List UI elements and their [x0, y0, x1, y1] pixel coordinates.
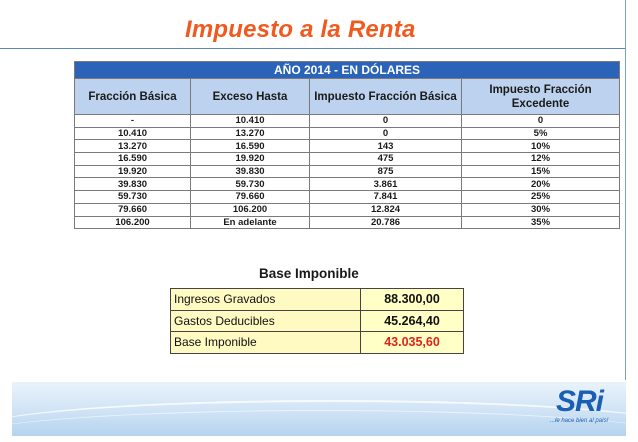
cell-impuesto-fraccion-basica: 20.786	[310, 216, 462, 229]
cell-exceso-hasta: 79.660	[191, 191, 310, 204]
table-row	[75, 165, 620, 178]
base-imponible-label: Base Imponible	[171, 332, 361, 354]
cell-impuesto-fraccion-excedente: 20%	[462, 178, 620, 191]
tax-table-caption: AÑO 2014 - EN DÓLARES	[75, 62, 620, 79]
cell-impuesto-fraccion-basica: 143	[310, 140, 462, 153]
page-title: Impuesto a la Renta	[185, 16, 416, 43]
ingresos-gravados-value: 88.300,00	[361, 289, 464, 311]
cell-impuesto-fraccion-excedente: 15%	[462, 165, 620, 178]
cell-fraccion-basica: 59.730	[75, 191, 191, 204]
cell-fraccion-basica: 19.920	[75, 165, 191, 178]
table-row	[75, 178, 620, 191]
table-row	[171, 310, 464, 332]
tax-table-header-row	[75, 79, 620, 115]
cell-impuesto-fraccion-basica: 7.841	[310, 191, 462, 204]
cell-impuesto-fraccion-excedente: 25%	[462, 191, 620, 204]
cell-impuesto-fraccion-basica: 0	[310, 115, 462, 128]
cell-impuesto-fraccion-basica: 0	[310, 127, 462, 140]
cell-fraccion-basica: 13.270	[75, 140, 191, 153]
cell-exceso-hasta: 39.830	[191, 165, 310, 178]
table-row	[75, 115, 620, 128]
base-imponible-title: Base Imponible	[259, 266, 359, 281]
sri-logo	[550, 385, 616, 430]
column-header-impuesto-fraccion-excedente: Impuesto Fracción Excedente	[462, 79, 620, 115]
table-row	[75, 153, 620, 166]
cell-impuesto-fraccion-basica: 875	[310, 165, 462, 178]
table-row	[171, 289, 464, 311]
cell-fraccion-basica: 79.660	[75, 203, 191, 216]
cell-impuesto-fraccion-excedente: 10%	[462, 140, 620, 153]
logo-wordmark: SRi	[556, 385, 604, 418]
right-border-line	[625, 0, 626, 380]
cell-impuesto-fraccion-excedente: 30%	[462, 203, 620, 216]
cell-impuesto-fraccion-basica: 12.824	[310, 203, 462, 216]
cell-fraccion-basica: 39.830	[75, 178, 191, 191]
tax-rate-table	[74, 61, 620, 229]
cell-fraccion-basica: 106.200	[75, 216, 191, 229]
cell-exceso-hasta: 10.410	[191, 115, 310, 128]
cell-fraccion-basica: 10.410	[75, 127, 191, 140]
cell-exceso-hasta: 59.730	[191, 178, 310, 191]
column-header-fraccion-basica: Fracción Básica	[75, 79, 191, 115]
table-row	[75, 140, 620, 153]
footer-band	[12, 382, 626, 436]
cell-impuesto-fraccion-basica: 3.861	[310, 178, 462, 191]
cell-impuesto-fraccion-basica: 475	[310, 153, 462, 166]
logo-tagline: ...le hace bien al país!	[550, 418, 609, 424]
cell-exceso-hasta: 16.590	[191, 140, 310, 153]
column-header-impuesto-fraccion-basica: Impuesto Fracción Básica	[310, 79, 462, 115]
table-row	[75, 216, 620, 229]
table-row	[75, 203, 620, 216]
cell-impuesto-fraccion-excedente: 0	[462, 115, 620, 128]
cell-exceso-hasta: 106.200	[191, 203, 310, 216]
gastos-deducibles-value: 45.264,40	[361, 310, 464, 332]
cell-impuesto-fraccion-excedente: 5%	[462, 127, 620, 140]
column-header-exceso-hasta: Exceso Hasta	[191, 79, 310, 115]
cell-fraccion-basica: -	[75, 115, 191, 128]
cell-exceso-hasta: 19.920	[191, 153, 310, 166]
cell-fraccion-basica: 16.590	[75, 153, 191, 166]
table-row	[75, 127, 620, 140]
cell-exceso-hasta: 13.270	[191, 127, 310, 140]
ingresos-gravados-label: Ingresos Gravados	[171, 289, 361, 311]
cell-exceso-hasta: En adelante	[191, 216, 310, 229]
table-row	[171, 332, 464, 354]
base-imponible-value: 43.035,60	[361, 332, 464, 354]
table-row	[75, 191, 620, 204]
cell-impuesto-fraccion-excedente: 12%	[462, 153, 620, 166]
title-divider	[0, 48, 626, 49]
base-imponible-table	[170, 288, 464, 354]
gastos-deducibles-label: Gastos Deducibles	[171, 310, 361, 332]
cell-impuesto-fraccion-excedente: 35%	[462, 216, 620, 229]
